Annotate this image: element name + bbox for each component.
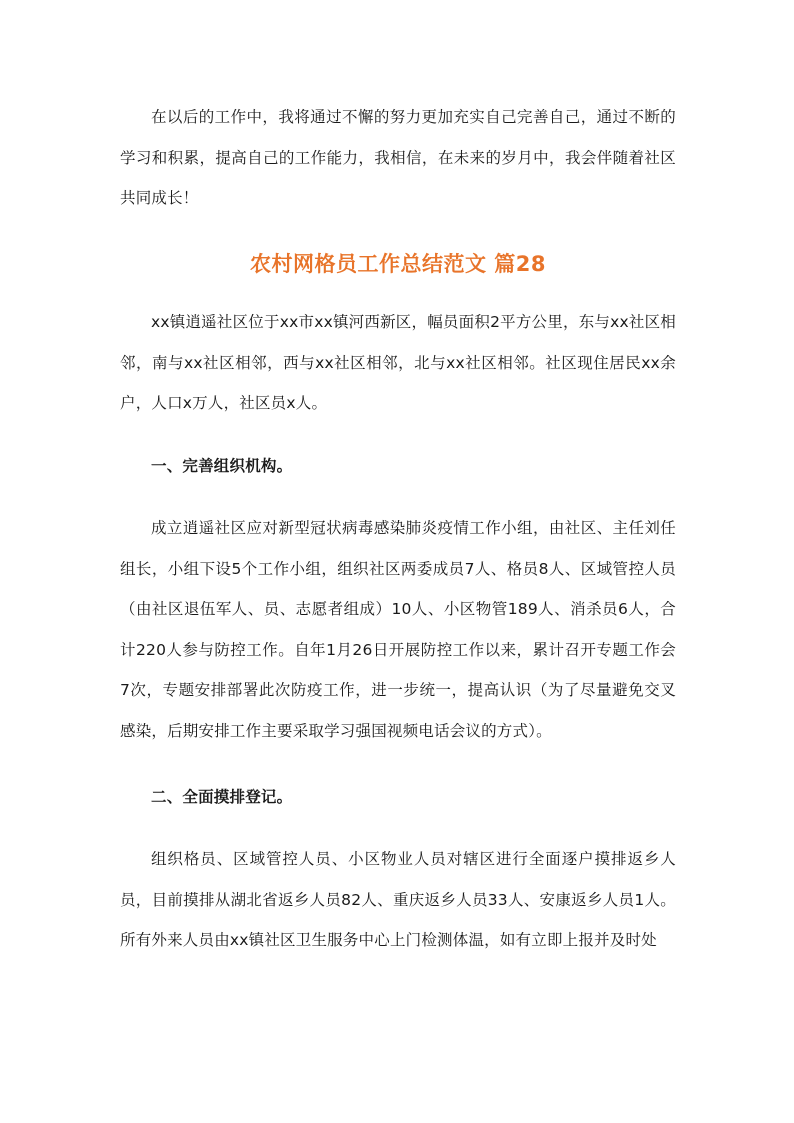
overview-paragraph: xx镇逍遥社区位于xx市xx镇河西新区，幅员面积2平方公里，东与xx社区相邻，南与xx社区相邻，西与xx社区相邻，北与xx社区相邻。社区现住居民xx余户，人口x万人，社区员x人。 [120,313,676,412]
section-heading-registration: 二、全面摸排登记。 [151,788,293,806]
document-title: 农村网格员工作总结范文 篇28 [249,252,547,276]
section-paragraph-registration: 组织格员、区域管控人员、小区物业人员对辖区进行全面逐户摸排返乡人员，目前摸排从湖北省返乡人员82人、重庆返乡人员33人、安康返乡人员1人。所有外来人员由xx镇社区卫生服务中心上门检测体温，如有立即上报并及时处 [120,850,676,949]
intro-paragraph: 在以后的工作中，我将通过不懈的努力更加充实自己完善自己，通过不断的学习和积累，提高自己的工作能力，我相信，在未来的岁月中，我会伴随着社区共同成长！ [120,108,676,207]
section-paragraph-organization: 成立逍遥社区应对新型冠状病毒感染肺炎疫情工作小组，由社区、主任刘任组长，小组下设5个工作小组，组织社区两委成员7人、格员8人、区域管控人员（由社区退伍军人、员、志愿者组成）10人、小区物管189人、消杀员6人，合计220人参与防控工作。自年1月26日开展防控工作以来，累计召开专题工作会7次，专题安排部署此次防疫工作，进一步统一，提高认识（为了尽量避免交叉感染，后期安排工作主要采取学习强国视频电话会议的方式）。 [120,519,676,740]
section-heading-organization: 一、完善组织机构。 [151,457,293,475]
